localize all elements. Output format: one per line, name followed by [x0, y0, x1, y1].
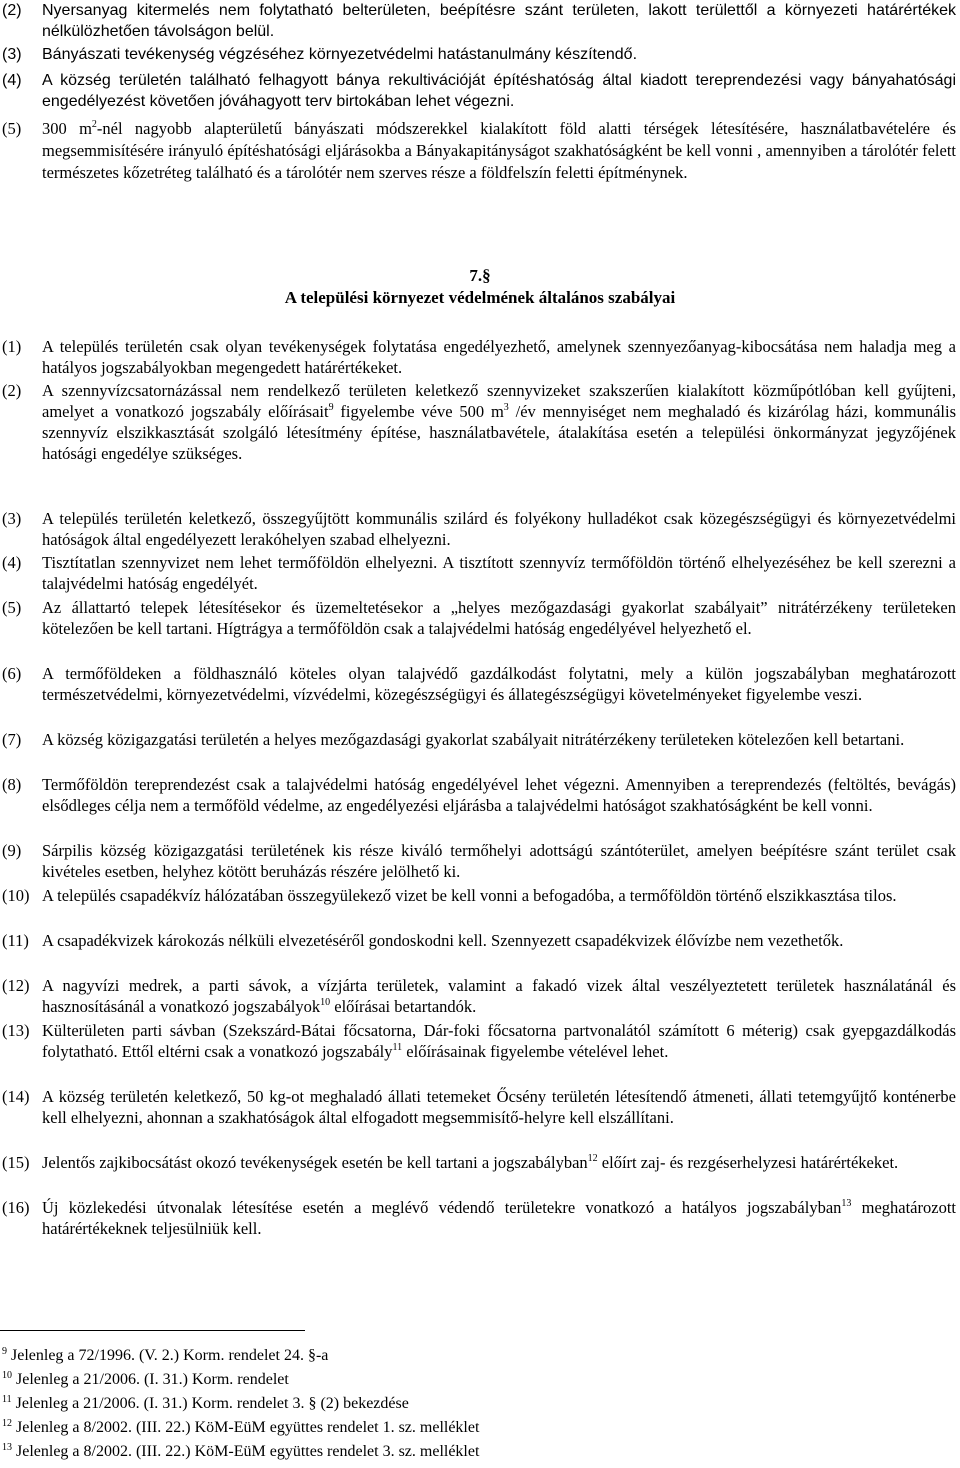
- footnote-number: 10: [2, 1370, 12, 1381]
- footnote-text: Jelenleg a 21/2006. (I. 31.) Korm. rendelet 3. § (2) bekezdése: [15, 1395, 409, 1412]
- item-16: [0, 1197, 960, 1239]
- top-item-4: [0, 70, 960, 112]
- item-number: (7): [2, 730, 22, 749]
- item-number: (2): [2, 381, 22, 400]
- item-text: A település területén csak olyan tevékenységek folytatása engedélyezhető, amelynek szennyezőanyag-kibocsátása nem haladja meg a hatályos jogszabályokban megengedett határértékeket.: [42, 337, 956, 377]
- footnote-number: 9: [2, 1346, 7, 1357]
- footnote-text: Jelenleg a 8/2002. (III. 22.) KöM-EüM együttes rendelet 1. sz. melléklet: [16, 1419, 480, 1436]
- item-text: A település csapadékvíz hálózatában összegyülekező vizet be kell vonni a befogadóba, a termőföldön történő elszikkasztása tilos.: [42, 886, 897, 905]
- footnote-9: [2, 1346, 328, 1366]
- superscript: 3: [503, 402, 509, 413]
- item-text-a: A szennyvízcsatornázással nem rendelkező területen keletkező szennyvizeket szakszerűen kialakított közműpótlóban kell gyűjteni, amelyet a vonatkozó jogszabály előírásait: [42, 381, 956, 421]
- item-number: (16): [2, 1198, 30, 1217]
- item-9: [0, 840, 960, 882]
- item-5: [0, 597, 960, 660]
- item-11: [0, 930, 960, 972]
- item-text-b: előírásainak figyelembe vételével lehet.: [402, 1042, 669, 1061]
- item-7: [0, 729, 960, 771]
- superscript: 12: [587, 1153, 598, 1164]
- footnote-separator: [0, 1330, 305, 1331]
- item-14: [0, 1086, 960, 1149]
- item-number: (3): [2, 46, 22, 63]
- item-number: (5): [2, 598, 22, 617]
- item-4: [0, 552, 960, 594]
- item-text-b: -nél nagyobb alapterületű bányászati módszerekkel kialakított föld alatti térségek létesítésére, használatbavételére és megsemmisítésére irányuló építéshatósági eljárásokba a Bányakapitányságot szakhatóságként be kell vonni , amennyiben a tárolótér felett természetes kőzetréteg található és a tárolótér nem szerves része a földfelszín feletti építménynek.: [42, 119, 956, 182]
- footnote-text: Jelenleg a 8/2002. (III. 22.) KöM-EüM együttes rendelet 3. sz. melléklet: [16, 1443, 480, 1460]
- item-3: [0, 508, 960, 550]
- item-number: (9): [2, 841, 22, 860]
- section-title: A települési környezet védelmének általános szabályai: [284, 288, 676, 307]
- superscript: 9: [328, 402, 334, 413]
- item-text: Nyersanyag kitermelés nem folytatható belterületen, beépítésre szánt területen, lakott területtől a környezeti határértékek nélkülözhetően távolságon belül.: [42, 2, 956, 40]
- item-text-b: előírásai betartandók.: [330, 997, 477, 1016]
- item-15: [0, 1152, 960, 1194]
- top-item-2: [0, 0, 960, 42]
- item-13: [0, 1020, 960, 1083]
- item-text: A község területén található felhagyott bánya rekultivációját építéshatóság által kiadott tereprendezési vagy bányahatósági engedélyezést követően jóváhagyott terv birtokában lehet végezni.: [42, 72, 956, 110]
- item-number: (3): [2, 509, 22, 528]
- item-text-b: meghatározott határértékeknek teljesülniük kell.: [42, 1198, 956, 1238]
- item-number: (15): [2, 1153, 30, 1172]
- item-text: A település területén keletkező, összegyűjtött kommunális szilárd és folyékony hulladékot csak közegészségügyi és környezetvédelmi hatóságok által engedélyezett lerakóhelyen szabad elhelyezni.: [42, 509, 956, 549]
- item-number: (13): [2, 1021, 30, 1040]
- item-text: Sárpilis község közigazgatási területének kis része kiváló termőhelyi adottságú szántóterület, amelyen beépítésre szánt terület csak kivételes esetben, helyhez kötött beruházás részére jelölhető ki.: [42, 841, 956, 881]
- item-text-a: 300 m: [42, 119, 92, 138]
- item-text-c: /év mennyiséget nem meghaladó és kizárólag házi, kommunális szennyvíz elszikkasztását szolgáló létesítmény építése, használatbavétele, átalakítása esetén a települési önkormányzat jegyzőjének hatósági engedélye szükséges.: [42, 402, 956, 463]
- footnote-13: [2, 1442, 479, 1462]
- footnote-11: [2, 1394, 409, 1414]
- item-number: (2): [2, 2, 22, 19]
- section-heading: [0, 265, 960, 309]
- item-number: (1): [2, 337, 22, 356]
- item-text-b: figyelembe véve 500 m: [333, 402, 504, 421]
- footnote-number: 12: [2, 1418, 12, 1429]
- item-1: [0, 336, 960, 378]
- item-text-a: Új közlekedési útvonalak létesítése esetén a meglévő védendő területekre vonatkozó a hatályos jogszabályban: [42, 1198, 842, 1217]
- item-6: [0, 663, 960, 726]
- item-number: (4): [2, 72, 22, 89]
- item-text-b: előírt zaj- és rezgéserhelyzesi határértékeket.: [597, 1153, 899, 1172]
- item-text: Bányászati tevékenység végzéséhez környezetvédelmi hatástanulmány készítendő.: [42, 46, 638, 63]
- item-text: A csapadékvizek károkozás nélküli elvezetéséről gondoskodni kell. Szennyezett csapadékvizek élővízbe nem vezethetők.: [42, 931, 844, 950]
- item-8: [0, 774, 960, 837]
- top-items: [0, 0, 960, 112]
- footnote-text: Jelenleg a 21/2006. (I. 31.) Korm. rendelet: [16, 1371, 289, 1388]
- item-text-a: A nagyvízi medrek, a parti sávok, a vízjárta területek, valamint a fakadó vizek által veszélyeztetett területek használatánál és hasznosításánál a vonatkozó jogszabályok: [42, 976, 956, 1016]
- footnote-text: Jelenleg a 72/1996. (V. 2.) Korm. rendelet 24. §-a: [11, 1347, 329, 1364]
- section-sign: §: [482, 266, 491, 285]
- item-number: (11): [2, 931, 29, 950]
- item-number: (5): [2, 119, 22, 138]
- item-text: A község közigazgatási területén a helyes mezőgazdasági gyakorlat szabályait nitrátérzékeny területeken kötelezően kell betartani.: [42, 730, 905, 749]
- item-number: (14): [2, 1087, 30, 1106]
- superscript: 10: [320, 997, 331, 1008]
- item-text: A község területén keletkező, 50 kg-ot meghaladó állati tetemeket Őcsény területén létesítendő átmeneti, állati tetemgyűjtő konténerbe kell elhelyezni, ahonnan a szakhatóságok által elfogadott megsemmisítő-helyre kell elszállítani.: [42, 1087, 956, 1127]
- section-number-text: 7.: [469, 266, 483, 285]
- top-item-5: [0, 118, 960, 184]
- item-2: [0, 380, 960, 506]
- footnote-10: [2, 1370, 289, 1390]
- footnote-12: [2, 1418, 479, 1438]
- top-item-3: [0, 44, 960, 65]
- item-12: [0, 975, 960, 1017]
- item-text: Termőföldön tereprendezést csak a talajvédelmi hatóság engedélyével lehet végezni. Amennyiben a tereprendezés (feltöltés, bevágás) elsődleges célja nem a termőföld védelme, az engedélyezési eljárásba a talajvédelmi hatóságot szakhatóságként be kell vonni.: [42, 775, 956, 815]
- superscript: 13: [841, 1198, 852, 1209]
- item-number: (8): [2, 775, 22, 794]
- item-number: (6): [2, 664, 22, 683]
- item-number: (12): [2, 976, 30, 995]
- footnote-number: 11: [2, 1394, 12, 1405]
- item-number: (10): [2, 886, 30, 905]
- item-text: Az állattartó telepek létesítésekor és üzemeltetésekor a „helyes mezőgazdasági gyakorlat szabályait” nitrátérzékeny területeken kötelezően be kell tartani. Hígtrágya a termőföldön csak a talajvédelmi hatóság engedélyével helyezhető el.: [42, 598, 956, 638]
- item-10: [0, 885, 960, 927]
- section-items: [0, 336, 960, 1239]
- item-text: Tisztítatlan szennyvizet nem lehet termőföldön elhelyezni. A tisztított szennyvíz termőföldön történő elhelyezéséhez be kell szerezni a talajvédelmi hatóság engedélyét.: [42, 553, 956, 593]
- footnote-number: 13: [2, 1442, 12, 1453]
- item-number: (4): [2, 553, 22, 572]
- superscript: 11: [392, 1042, 403, 1053]
- section-number: [0, 265, 960, 287]
- item-text-a: Jelentős zajkibocsátást okozó tevékenységek esetén be kell tartani a jogszabályban: [42, 1153, 588, 1172]
- item-text: A termőföldeken a földhasználó köteles olyan talajvédő gazdálkodást folytatni, mely a külön jogszabályban meghatározott természetvédelmi, környezetvédelmi, vízvédelmi, közegészségügyi és állategészségügyi követelményeket figyelembe veszi.: [42, 664, 956, 704]
- item-text-a: Külterületen parti sávban (Szekszárd-Bátai főcsatorna, Dár-foki főcsatorna partvonalától számított 6 méterig) csak gyepgazdálkodás folytatható. Ettől eltérni csak a vonatkozó jogszabály: [42, 1021, 956, 1061]
- superscript: 2: [91, 119, 97, 130]
